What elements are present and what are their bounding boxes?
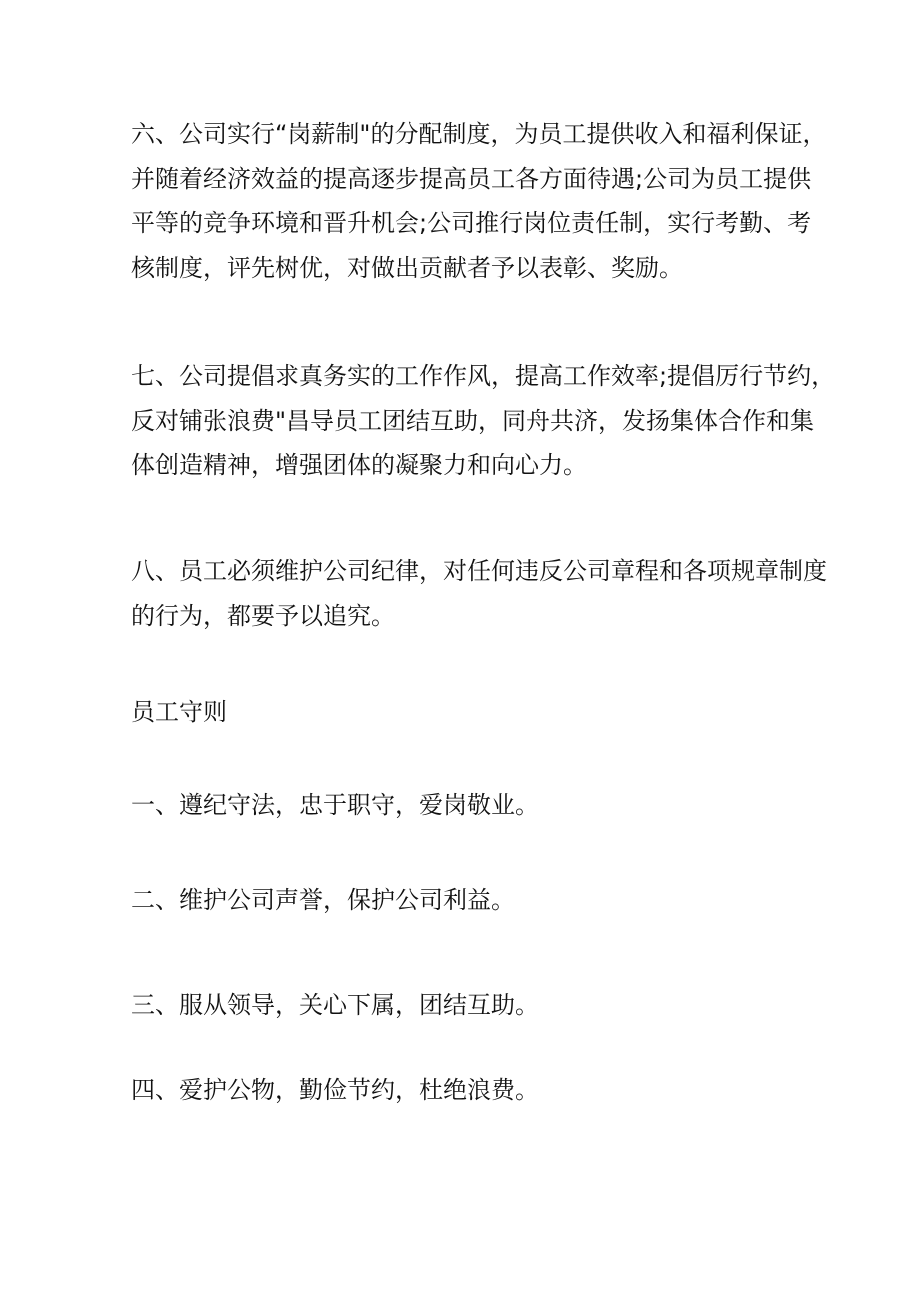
rule-item: 四、爱护公物，勤俭节约，杜绝浪费。 <box>131 1076 539 1104</box>
article-six <box>131 112 827 290</box>
article-six-line: 并随着经济效益的提高逐步提高员工各方面待遇;公司为员工提供 <box>131 164 812 193</box>
rule-item: 一、遵纪守法，忠于职守，爱岗敬业。 <box>131 791 539 819</box>
article-six-line: 六、公司实行“岗薪制"的分配制度，为员工提供收入和福利保证， <box>131 120 827 148</box>
article-eight-line: 八、员工必须维护公司纪律，对任何违反公司章程和各项规章制度 <box>131 557 827 585</box>
article-six-line: 平等的竞争环境和晋升机会;公司推行岗位责任制，实行考勤、考 <box>131 209 812 237</box>
article-seven-line: 七、公司提倡求真务实的工作作风，提高工作效率;提倡厉行节约， <box>131 362 836 390</box>
article-six-line: 核制度，评先树优，对做出贡献者予以表彰、奖励。 <box>131 253 683 282</box>
article-seven-line: 反对铺张浪费"昌导员工团结互助，同舟共济，发扬集体合作和集 <box>131 406 815 435</box>
section-title: 员工守则 <box>131 698 227 726</box>
rule-item: 三、服从领导，关心下属，团结互助。 <box>131 991 539 1019</box>
article-eight <box>131 549 827 638</box>
article-eight-line: 的行为，都要予以追究。 <box>131 601 395 630</box>
article-seven-line: 体创造精神，增强团体的凝聚力和向心力。 <box>131 451 587 479</box>
article-seven <box>131 354 836 488</box>
rule-item: 二、维护公司声誉，保护公司利益。 <box>131 886 515 914</box>
